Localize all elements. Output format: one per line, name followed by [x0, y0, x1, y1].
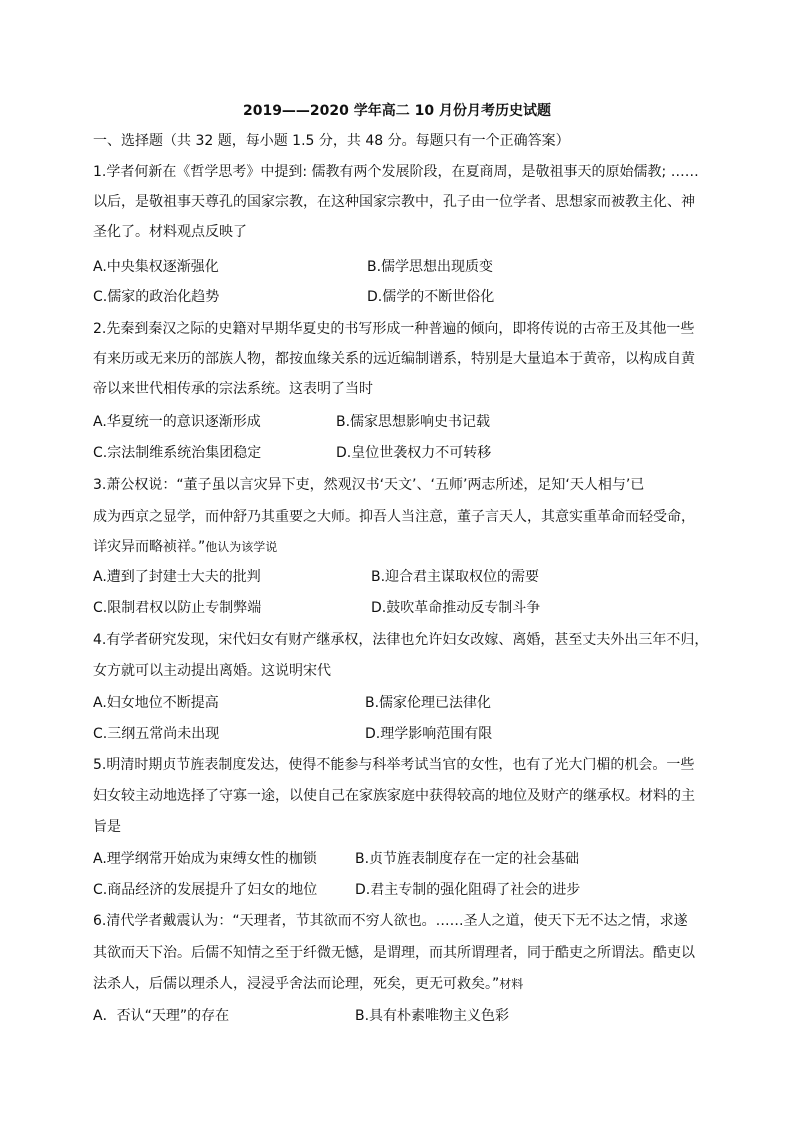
option-d: D.儒学的不断世俗化	[367, 289, 495, 305]
option-c: C.三纲五常尚未出现	[93, 726, 220, 742]
option-d: D.理学影响范围有限	[365, 726, 493, 742]
question-stem-tail: 他认为该学说	[205, 540, 278, 554]
option-b: B.贞节旌表制度存在一定的社会基础	[355, 851, 580, 867]
option-c: C.商品经济的发展提升了妇女的地位	[93, 882, 318, 898]
question-text-line	[93, 537, 277, 557]
option-b: B.具有朴素唯物主义色彩	[355, 1008, 510, 1024]
question-text-line: 帝以来世代相传承的宗法系统。这表明了当时	[93, 381, 373, 397]
option-b: B.儒家思想影响史书记载	[336, 414, 491, 430]
section-heading: 一、选择题（共 32 题，每小题 1.5 分，共 48 分。每题只有一个正确答案）	[93, 133, 570, 149]
option-c: C.儒家的政治化趋势	[93, 289, 220, 305]
question-text-line: 1.学者何新在《哲学思考》中提到: 儒教有两个发展阶段，在夏商周，是敬祖事天的原始儒教; ……	[93, 164, 699, 180]
option-a: A．否认“天理”的存在	[93, 1008, 230, 1024]
question-text-line: 3.萧公权说：“董子虽以言灾异下吏，然观汉书‘天文’、‘五师’两志所述，足知‘天人相与’已	[93, 477, 645, 493]
question-text-line: 以后，是敬祖事天尊孔的国家宗教，在这种国家宗教中，孔子由一位学者、思想家而被教主化、神	[93, 194, 695, 210]
option-a: A.理学纲常开始成为束缚女性的枷锁	[93, 851, 317, 867]
option-b: B.儒学思想出现质变	[367, 259, 494, 275]
question-text-line: 2.先秦到秦汉之际的史籍对早期华夏史的书写形成一种普遍的倾向，即将传说的古帝王及其他一些	[93, 321, 695, 337]
option-c: C.宗法制维系统治集团稳定	[93, 445, 262, 461]
question-text-line	[93, 974, 523, 994]
option-d: D.皇位世袭权力不可转移	[336, 445, 492, 461]
page-title: 2019——2020 学年高二 10 月份月考历史试题	[242, 103, 552, 119]
option-d: D.君主专制的强化阻碍了社会的进步	[355, 882, 581, 898]
option-d: D.鼓吹革命推动反专制斗争	[371, 600, 541, 616]
question-text-line: 4.有学者研究发现，宋代妇女有财产继承权，法律也允许妇女改嫁、离婚，甚至丈夫外出三年不归，	[93, 632, 709, 648]
question-text-line: 成为西京之显学，而仲舒乃其重要之大师。抑吾人当注意，董子言天人，其意实重革命而轻受命，	[93, 509, 695, 525]
option-b: B.儒家伦理已法律化	[365, 695, 492, 711]
question-text-line: 圣化了。材料观点反映了	[93, 224, 247, 240]
question-text-line: 女方就可以主动提出离婚。这说明宋代	[93, 663, 331, 679]
question-text-line: 5.明清时期贞节旌表制度发达，使得不能参与科举考试当官的女性，也有了光大门楣的机会。一些	[93, 757, 695, 773]
question-text-line: 其欲而天下治。后儒不知情之至于纤微无憾，是谓理，而其所谓理者，同于酷吏之所谓法。酷吏以	[93, 945, 695, 961]
question-text-line: 6.清代学者戴震认为：“天理者，节其欲而不穷人欲也。……圣人之道，使天下无不达之情，求遂	[93, 913, 688, 929]
option-a: A.遭到了封建士大夫的批判	[93, 569, 261, 585]
option-b: B.迎合君主谋取权位的需要	[371, 569, 540, 585]
question-text-end: 详灾异而略祯祥。”	[93, 539, 206, 555]
question-stem-tail: 材料	[499, 977, 524, 991]
option-c: C.限制君权以防止专制弊端	[93, 600, 262, 616]
question-text-line: 有来历或无来历的部族人物，都按血缘关系的远近编制谱系，特别是大量追本于黄帝，以构成自黄	[93, 351, 695, 367]
option-a: A.妇女地位不断提高	[93, 695, 219, 711]
question-text-end: 法杀人，后儒以理杀人，浸浸乎舍法而论理，死矣，更无可救矣。”	[93, 976, 500, 992]
option-a: A.中央集权逐渐强化	[93, 259, 219, 275]
question-text-line: 旨是	[93, 819, 121, 835]
option-a: A.华夏统一的意识逐渐形成	[93, 414, 261, 430]
question-text-line: 妇女较主动地选择了守寡一途，以使自己在家族家庭中获得较高的地位及财产的继承权。材料的主	[93, 788, 695, 804]
